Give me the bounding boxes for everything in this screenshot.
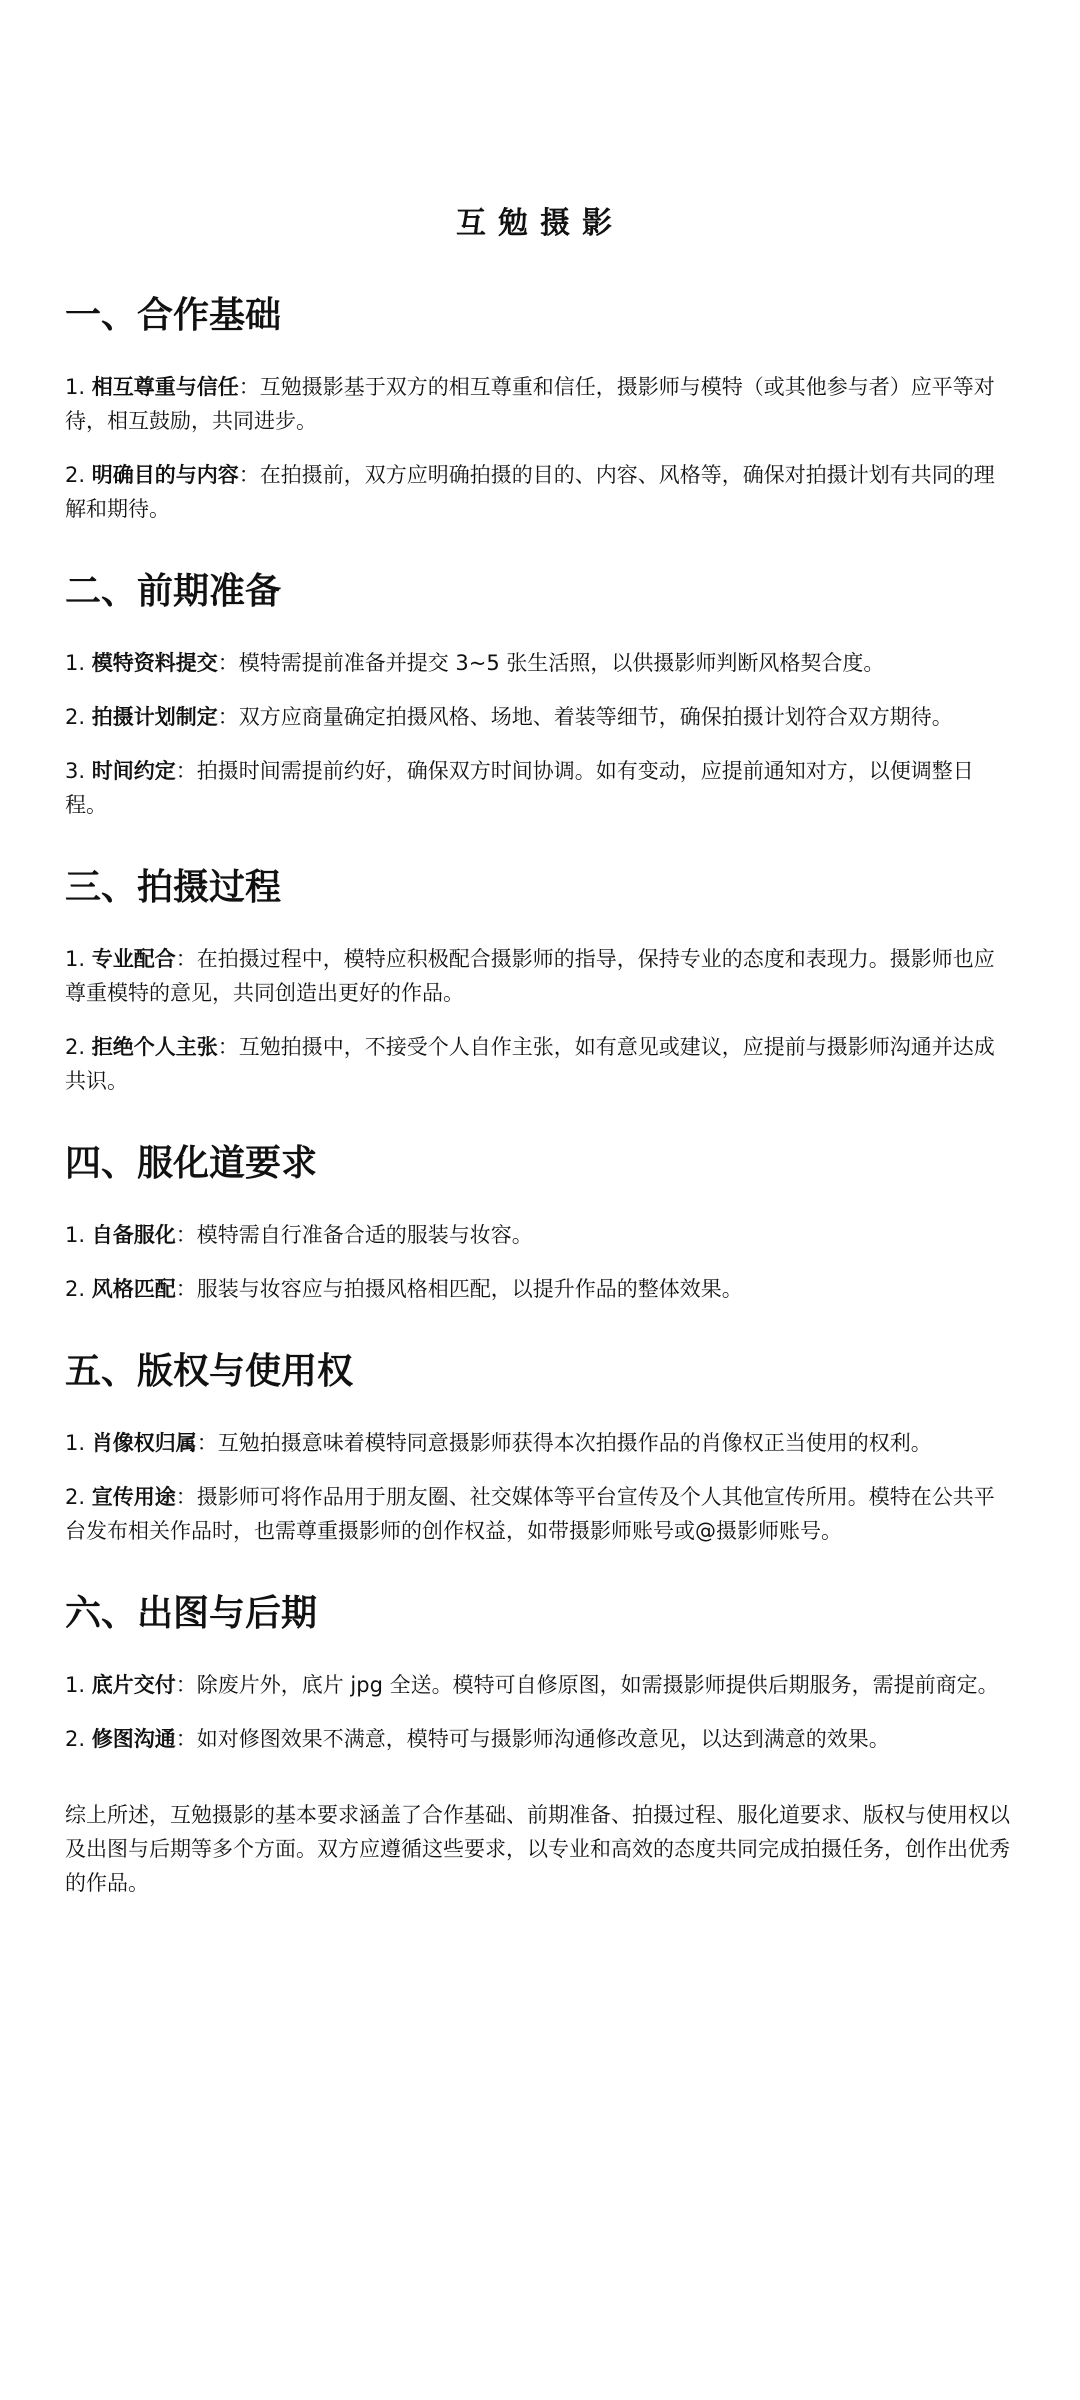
list-item: [65, 1030, 1015, 1098]
list-item: [65, 370, 1015, 438]
item-text: 摄影师可将作品用于朋友圈、社交媒体等平台宣传及个人其他宣传所用。模特在公共平台发布相关作品时，也需尊重摄影师的创作权益，如带摄影师账号或@摄影师账号。: [65, 1485, 995, 1543]
list-item: [65, 646, 1015, 680]
item-text: 拍摄时间需提前约好，确保双方时间协调。如有变动，应提前通知对方，以便调整日程。: [65, 759, 974, 817]
section-heading: 二、前期准备: [65, 571, 282, 612]
section-heading: 六、出图与后期: [65, 1593, 318, 1634]
item-term: 拒绝个人主张: [91, 1035, 218, 1059]
section-heading: 一、合作基础: [65, 295, 282, 336]
section-heading: 四、服化道要求: [65, 1143, 318, 1184]
list-item: [65, 1272, 1015, 1306]
item-number: 2.: [65, 1485, 86, 1509]
summary-paragraph: 综上所述，互勉摄影的基本要求涵盖了合作基础、前期准备、拍摄过程、服化道要求、版权与使用权以及出图与后期等多个方面。双方应遵循这些要求，以专业和高效的态度共同完成拍摄任务，创作出优秀的作品。: [65, 1803, 1010, 1895]
item-number: 1.: [65, 1673, 86, 1697]
item-term: 自备服化: [91, 1223, 176, 1247]
list-item: [65, 1722, 1015, 1756]
item-separator: ：: [175, 1727, 197, 1751]
item-term: 专业配合: [91, 947, 176, 971]
item-text: 互勉摄影基于双方的相互尊重和信任，摄影师与模特（或其他参与者）应平等对待，相互鼓励，共同进步。: [65, 375, 995, 433]
item-term: 修图沟通: [91, 1727, 176, 1751]
section: [65, 1348, 1015, 1548]
list-item: [65, 942, 1015, 1010]
item-term: 模特资料提交: [91, 651, 218, 675]
list-item: [65, 458, 1015, 526]
section-heading: 五、版权与使用权: [65, 1351, 354, 1392]
item-separator: ：: [175, 759, 197, 783]
item-text: 模特需提前准备并提交 3~5 张生活照，以供摄影师判断风格契合度。: [238, 651, 885, 675]
item-separator: ：: [196, 1431, 218, 1455]
item-term: 肖像权归属: [91, 1431, 197, 1455]
list-item: [65, 700, 1015, 734]
item-term: 风格匹配: [91, 1277, 176, 1301]
item-number: 1.: [65, 651, 86, 675]
item-number: 2.: [65, 1727, 86, 1751]
item-text: 如对修图效果不满意，模特可与摄影师沟通修改意见，以达到满意的效果。: [196, 1727, 890, 1751]
item-number: 2.: [65, 1035, 86, 1059]
item-text: 除废片外，底片 jpg 全送。模特可自修原图，如需摄影师提供后期服务，需提前商定。: [196, 1673, 999, 1697]
list-item: [65, 1668, 1015, 1702]
document-title: 互勉摄影: [456, 206, 624, 241]
item-separator: ：: [175, 1485, 197, 1509]
item-separator: ：: [217, 1035, 239, 1059]
item-text: 在拍摄前，双方应明确拍摄的目的、内容、风格等，确保对拍摄计划有共同的理解和期待。: [65, 463, 995, 521]
item-term: 底片交付: [91, 1673, 176, 1697]
item-text: 互勉拍摄中，不接受个人自作主张，如有意见或建议，应提前与摄影师沟通并达成共识。: [65, 1035, 995, 1093]
item-number: 2.: [65, 463, 86, 487]
item-term: 宣传用途: [91, 1485, 176, 1509]
item-separator: ：: [175, 1277, 197, 1301]
item-number: 1.: [65, 947, 86, 971]
item-number: 1.: [65, 1223, 86, 1247]
section: [65, 1590, 1015, 1756]
item-term: 明确目的与内容: [91, 463, 239, 487]
item-separator: ：: [238, 463, 260, 487]
item-separator: ：: [175, 947, 197, 971]
item-text: 服装与妆容应与拍摄风格相匹配，以提升作品的整体效果。: [196, 1277, 743, 1301]
section: [65, 1140, 1015, 1306]
item-term: 拍摄计划制定: [91, 705, 218, 729]
item-text: 模特需自行准备合适的服装与妆容。: [196, 1223, 533, 1247]
item-number: 1.: [65, 1431, 86, 1455]
section: [65, 864, 1015, 1098]
list-item: [65, 1426, 1015, 1460]
item-text: 在拍摄过程中，模特应积极配合摄影师的指导，保持专业的态度和表现力。摄影师也应尊重模特的意见，共同创造出更好的作品。: [65, 947, 995, 1005]
list-item: [65, 1218, 1015, 1252]
item-text: 互勉拍摄意味着模特同意摄影师获得本次拍摄作品的肖像权正当使用的权利。: [217, 1431, 932, 1455]
list-item: [65, 754, 1015, 822]
list-item: [65, 1480, 1015, 1548]
item-number: 1.: [65, 375, 86, 399]
item-number: 3.: [65, 759, 86, 783]
item-term: 相互尊重与信任: [91, 375, 239, 399]
item-text: 双方应商量确定拍摄风格、场地、着装等细节，确保拍摄计划符合双方期待。: [238, 705, 953, 729]
section: [65, 292, 1015, 526]
item-separator: ：: [217, 705, 239, 729]
item-separator: ：: [217, 651, 239, 675]
item-separator: ：: [175, 1223, 197, 1247]
section-heading: 三、拍摄过程: [65, 867, 282, 908]
item-number: 2.: [65, 705, 86, 729]
section: [65, 568, 1015, 822]
item-number: 2.: [65, 1277, 86, 1301]
item-term: 时间约定: [91, 759, 176, 783]
item-separator: ：: [175, 1673, 197, 1697]
section-list: [65, 292, 1015, 1756]
item-separator: ：: [238, 375, 260, 399]
